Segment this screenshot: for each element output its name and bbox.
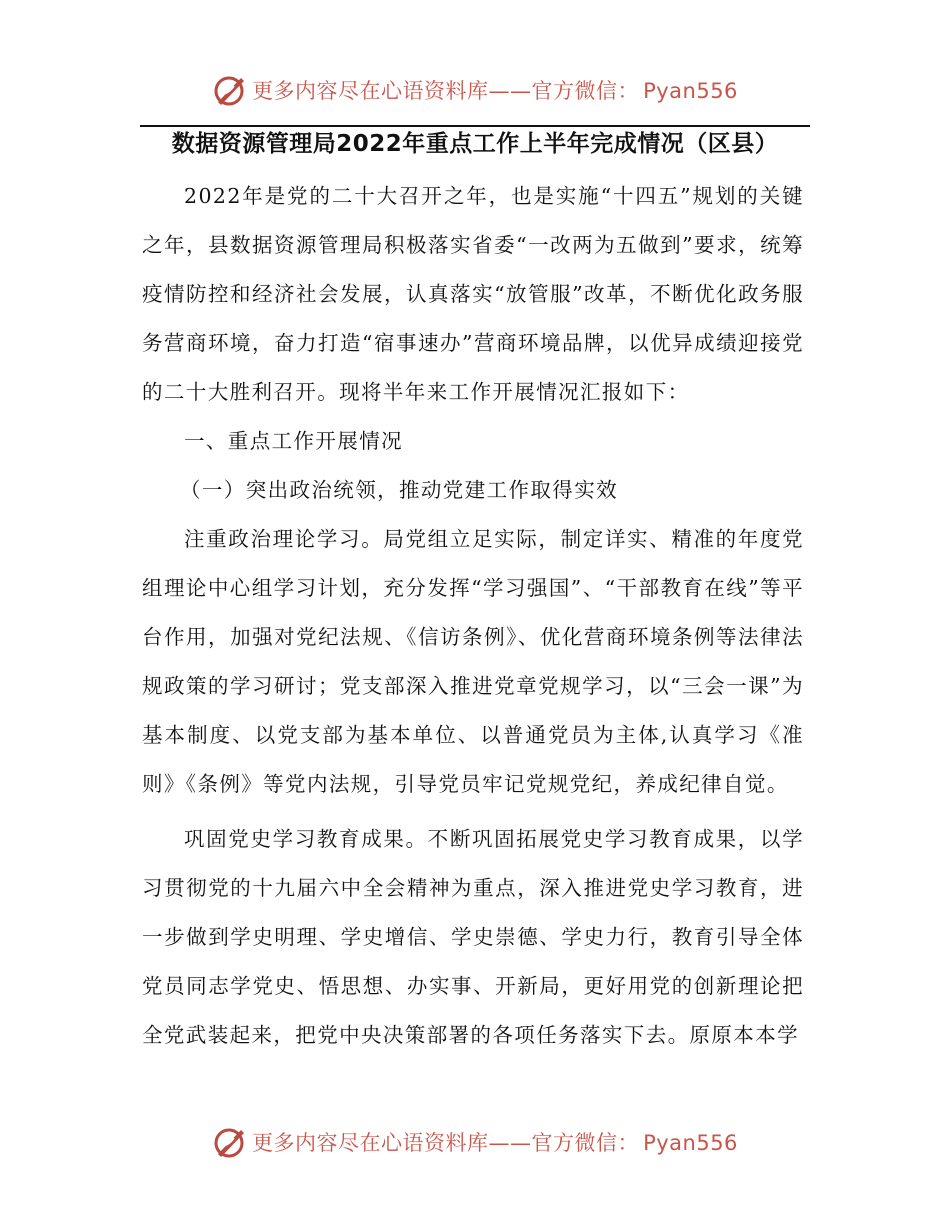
banner-prefix: 更多内容尽在心语资料库——官方微信：: [252, 1131, 640, 1155]
document-title: 数据资源管理局2022年重点工作上半年完成情况（区县）: [171, 131, 779, 157]
banner-prefix: 更多内容尽在心语资料库——官方微信：: [252, 79, 640, 103]
paragraph-intro: 2022年是党的二十大召开之年，也是实施“十四五”规划的关键之年，县数据资源管理局积极落实省委“一改两为五做到”要求，统筹疫情防控和经济社会发展，认真落实“放管服”改革，不断优化政务服务营商环境，奋力打造“宿事速办”营商环境品牌，以优异成绩迎接党的二十大胜利召开。现将半年来工作开展情况汇报如下：: [142, 184, 804, 404]
paragraph-party-history: 巩固党史学习教育成果。不断巩固拓展党史学习教育成果，以学习贯彻党的十九届六中全会精神为重点，深入推进党史学习教育，进一步做到学史明理、学史增信、学史崇德、学史力行，教育引导全体党员同志学党史、悟思想、办实事、开新局，更好用党的创新理论把全党武装起来，把党中央决策部署的各项任务落实下去。原原本本学: [142, 827, 804, 1047]
banner-text: [252, 1127, 738, 1157]
footer-banner: [0, 1120, 950, 1164]
document-body: [142, 172, 804, 1060]
header-banner: [0, 68, 950, 112]
banner-wechat-id: Pyan556: [643, 79, 738, 103]
heading-section-1: 一、重点工作开展情况: [184, 429, 403, 453]
pen-logo-icon: [212, 1124, 248, 1160]
banner-text: [252, 75, 738, 105]
heading-subsection-1: （一）突出政治统领，推动党建工作取得实效: [180, 478, 618, 502]
paragraph-political-study: 注重政治理论学习。局党组立足实际，制定详实、精准的年度党组理论中心组学习计划，充分发挥“学习强国”、“干部教育在线”等平台作用，加强对党纪法规、《信访条例》、优化营商环境条例等法律法规政策的学习研讨；党支部深入推进党章党规学习，以“三会一课”为基本制度、以党支部为基本单位、以普通党员为主体,认真学习《准则》《条例》等党内法规，引导党员牢记党规党纪，养成纪律自觉。: [142, 527, 804, 796]
banner-wechat-id: Pyan556: [643, 1131, 738, 1155]
pen-logo-icon: [212, 72, 248, 108]
